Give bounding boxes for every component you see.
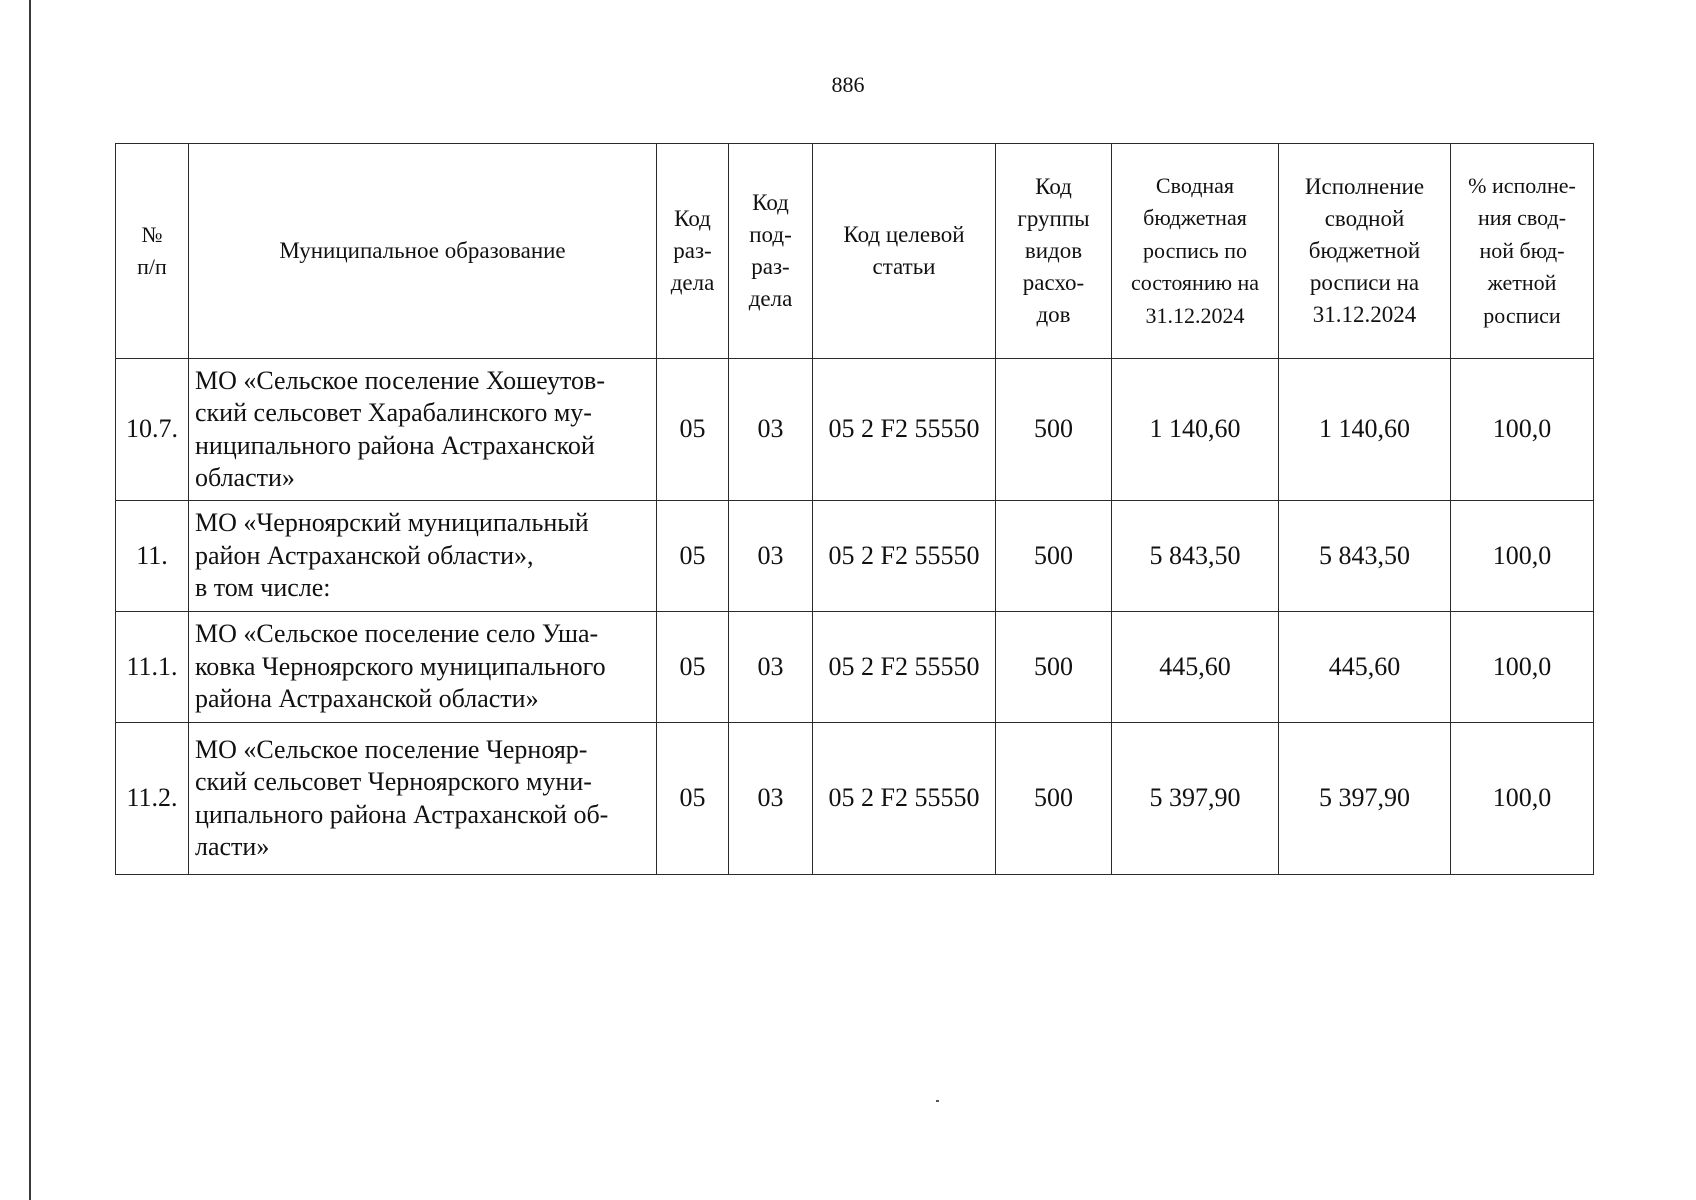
row-execution: 445,60 [1279,612,1451,723]
row-section-code: 05 [657,359,729,501]
row-num: 11.1. [116,612,189,723]
row-budget-plan: 445,60 [1112,612,1279,723]
row-target-code: 05 2 F2 55550 [813,612,996,723]
header-budget-plan: Сводная бюджетная роспись по состоянию на 31.12.2024 [1112,144,1279,359]
row-percent: 100,0 [1451,723,1594,875]
header-target-code: Код целевой статьи [813,144,996,359]
header-percent: % исполне- ния свод- ной бюд- жетной росписи [1451,144,1594,359]
row-municipality: МО «Сельское поселение Хошеутов- ский сельсовет Харабалинского му- ниципального района Астраханской области» [189,359,657,501]
row-execution: 5 397,90 [1279,723,1451,875]
table-row [116,723,1594,875]
row-execution: 1 140,60 [1279,359,1451,501]
row-num: 10.7. [116,359,189,501]
header-execution: Исполнение сводной бюджетной росписи на 31.12.2024 [1279,144,1451,359]
row-subsection-code: 03 [729,612,813,723]
row-subsection-code: 03 [729,723,813,875]
row-municipality: МО «Черноярский муниципальный район Астраханской области», в том числе: [189,501,657,612]
table-header-row [116,144,1594,359]
header-section-code: Код раз- дела [657,144,729,359]
row-budget-plan: 5 397,90 [1112,723,1279,875]
row-expense-group-code: 500 [996,359,1112,501]
header-num: № п/п [116,144,189,359]
row-section-code: 05 [657,723,729,875]
row-num: 11. [116,501,189,612]
row-section-code: 05 [657,501,729,612]
row-target-code: 05 2 F2 55550 [813,359,996,501]
row-percent: 100,0 [1451,612,1594,723]
row-budget-plan: 1 140,60 [1112,359,1279,501]
header-expense-group-code: Код группы видов расхо- дов [996,144,1112,359]
row-target-code: 05 2 F2 55550 [813,501,996,612]
row-num: 11.2. [116,723,189,875]
table-row [116,501,1594,612]
row-expense-group-code: 500 [996,723,1112,875]
header-municipality: Муниципальное образование [189,144,657,359]
row-percent: 100,0 [1451,501,1594,612]
row-subsection-code: 03 [729,501,813,612]
row-section-code: 05 [657,612,729,723]
row-percent: 100,0 [1451,359,1594,501]
budget-execution-table [115,143,1594,875]
scan-speck [936,1100,939,1102]
row-budget-plan: 5 843,50 [1112,501,1279,612]
row-expense-group-code: 500 [996,501,1112,612]
row-subsection-code: 03 [729,359,813,501]
table-row [116,359,1594,501]
row-municipality: МО «Сельское поселение Чернояр- ский сельсовет Черноярского муни- ципального района Астраханской об- ласти» [189,723,657,875]
binding-edge-line [29,0,31,1200]
table-row [116,612,1594,723]
page-number: 886 [831,72,865,97]
header-subsection-code: Код под- раз- дела [729,144,813,359]
row-municipality: МО «Сельское поселение село Уша- ковка Черноярского муниципального района Астраханской области» [189,612,657,723]
row-expense-group-code: 500 [996,612,1112,723]
row-execution: 5 843,50 [1279,501,1451,612]
row-target-code: 05 2 F2 55550 [813,723,996,875]
